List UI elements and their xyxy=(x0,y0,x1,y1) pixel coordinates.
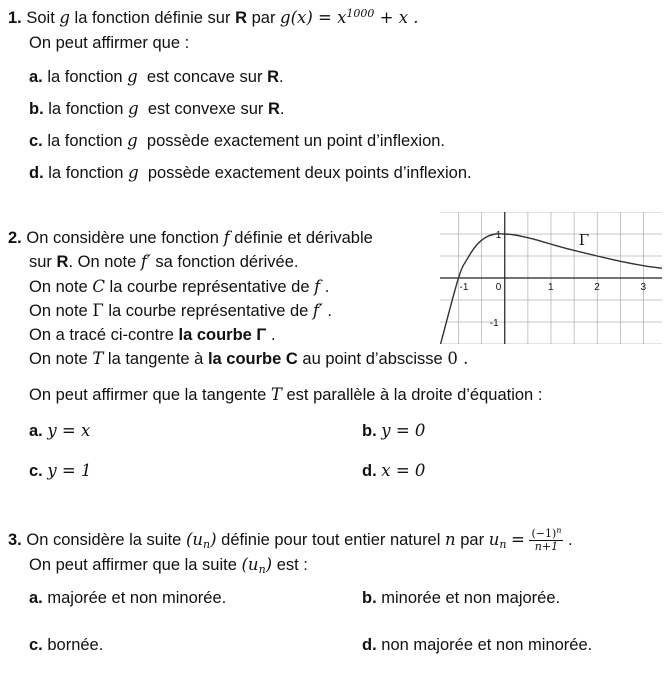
y-tick-label: -1 xyxy=(489,318,499,329)
q1-option-b[interactable]: b. la fonction g est convexe sur R. xyxy=(29,99,285,118)
x-tick-label: 2 xyxy=(594,282,600,293)
y-tick-label: 1 xyxy=(495,230,502,241)
q3-option-a[interactable]: a. majorée et non minorée. xyxy=(29,589,227,607)
q3-option-b[interactable]: b. minorée et non majorée. xyxy=(362,589,561,607)
q3-fraction: $\frac{(-1)^n}{n+1}$ xyxy=(531,526,562,553)
q2-line5: On a tracé ci-contre la courbe Γ . xyxy=(29,326,276,344)
q2-line6: On note T la tangente à la courbe C au point d’abscisse 0 . xyxy=(29,349,469,368)
q3-line2: On peut affirmer que la suite $(u_n)$ est : xyxy=(29,555,308,576)
q3-number: 3. xyxy=(8,530,22,549)
gamma-curve-label: Γ xyxy=(578,231,590,249)
q1-prompt: On peut affirmer que : xyxy=(29,34,190,52)
q1-number: 1. xyxy=(8,9,22,27)
q1-option-d[interactable]: d. la fonction g possède exactement deux points d’inflexion. xyxy=(29,163,472,182)
q2-number: 2. xyxy=(8,229,22,247)
q3-line1: 3. On considère la suite $(u_n)$ définie pour tout entier naturel n par $u_n$ = $\frac{(-1)^n}{n+1}$ . xyxy=(8,526,573,553)
q2-option-b[interactable]: b. y = 0 xyxy=(362,421,426,440)
gamma-graph xyxy=(440,212,662,344)
x-tick-label: 3 xyxy=(640,282,647,293)
q2-option-d[interactable]: d. x = 0 xyxy=(362,461,426,480)
q1-option-a[interactable]: a. la fonction g est concave sur R. xyxy=(29,67,284,86)
q2-line1: 2. On considère une fonction f définie et dérivable xyxy=(8,228,373,247)
q1-formula: $g(x) = x^{1000} + x$ . xyxy=(280,7,419,27)
q1-option-c[interactable]: c. la fonction g possède exactement un point d’inflexion. xyxy=(29,131,446,150)
q2-line4: On note Γ la courbe représentative de f′ . xyxy=(29,301,332,320)
q2-option-c[interactable]: c. y = 1 xyxy=(29,461,92,480)
q2-line2: sur R. On note f′ sa fonction dérivée. xyxy=(29,252,299,271)
q1-statement: 1. Soit g la fonction définie sur R par $g(x) = x^{1000} + x$ . xyxy=(8,7,419,27)
q2-line3: On note C la courbe représentative de f . xyxy=(29,277,330,296)
q2-option-a[interactable]: a. y = x xyxy=(29,421,91,440)
q3-option-d[interactable]: d. non majorée et non minorée. xyxy=(362,636,593,654)
x-tick-label: 0 xyxy=(495,282,502,293)
q2-line7: On peut affirmer que la tangente T est parallèle à la droite d’équation : xyxy=(29,385,543,404)
x-tick-label: 1 xyxy=(548,282,554,293)
q3-option-c[interactable]: c. bornée. xyxy=(29,636,104,654)
x-tick-label: -1 xyxy=(459,282,469,293)
